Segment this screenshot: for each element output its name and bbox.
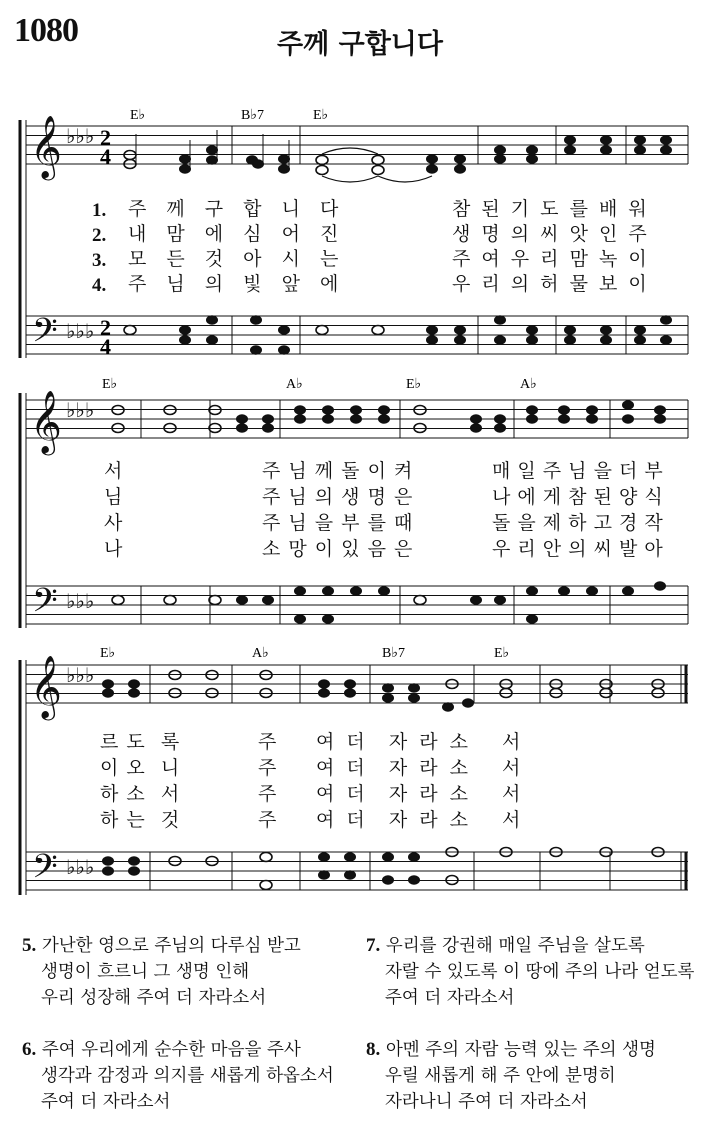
key-signature-icon: ♭♭♭ [66,855,95,879]
lyric-line: 주 [258,809,277,831]
time-signature-top: 2 [100,125,111,150]
chord-symbol: A♭ [252,646,269,661]
lyric-line: 서 [502,809,521,831]
hymn-number: 1080 [14,12,78,49]
lyric-line: 님 [104,486,123,508]
verse-text: 주여 더 자라소서 [41,1092,171,1112]
hymn-title: 주께 구합니다 [277,29,443,60]
key-signature-icon: ♭♭♭ [66,398,95,422]
lyric-line: 서 [104,460,123,482]
verse-text: 주여 더 자라소서 [385,988,515,1008]
lyric-line: 주 [258,757,277,779]
verse-number: 2. [92,225,107,246]
bass-clef-icon: 𝄢 [32,848,58,894]
chord-symbol: E♭ [313,108,329,123]
lyric-line: 우 리 의 허 물 보 이 [452,273,647,295]
lyric-line: 나 [104,538,123,560]
lyric-line: 소 망 이 있 음 은 [262,538,413,560]
lyric-line: 주 님 의 빛 앞 에 [128,273,339,295]
treble-clef-icon: 𝄞 [30,390,62,453]
chord-symbol: B♭7 [241,108,264,123]
lyric-line: 하 는 것 [100,809,180,831]
lyric-line: 여 더 자 라 소 [316,809,468,831]
chord-symbol: E♭ [494,646,510,661]
lyric-line: 주 님 을 부 를 때 [262,512,413,534]
verse-number: 8. [366,1039,381,1060]
lyric-line: 주 [258,783,277,805]
staff-bass-1 [26,316,688,354]
lyric-line: 매 일 주 님 을 더 부 [492,460,663,482]
verse-text: 생각과 감정과 의지를 새롭게 하옵소서 [41,1066,334,1086]
treble-clef-icon: 𝄞 [30,655,62,718]
verse-text: 가난한 영으로 주님의 다루심 받고 [41,936,301,956]
lyric-line: 나 에 게 참 된 양 식 [492,486,663,508]
chord-symbol: A♭ [286,377,303,392]
treble-clef-icon: 𝄞 [30,115,62,178]
lyric-line: 서 [502,731,521,753]
chord-symbol: E♭ [102,377,118,392]
lyric-line: 사 [104,512,123,534]
chord-symbol: E♭ [406,377,422,392]
verse-text: 아멘 주의 자람 능력 있는 주의 생명 [385,1040,656,1060]
lyric-line: 주 [258,731,277,753]
lyric-line: 우 리 안 의 씨 발 아 [492,538,663,560]
notes-system-1 [124,130,672,182]
verse-5 [22,933,301,1011]
chord-symbol: A♭ [520,377,537,392]
lyric-line: 모 든 것 아 시 는 [128,248,339,270]
verse-8 [366,1037,656,1115]
verse-text: 우릴 새롭게 해 주 안에 분명히 [385,1066,616,1086]
lyric-line: 여 더 자 라 소 [316,757,468,779]
key-signature-icon: ♭♭♭ [66,589,95,613]
lyric-line: 이 오 니 [100,757,180,779]
verse-text: 자랄 수 있도록 이 땅에 주의 나라 얻도록 [385,962,695,982]
lyric-line: 여 더 자 라 소 [316,731,468,753]
verse-text: 우리 성장해 주여 더 자라소서 [41,988,267,1008]
lyric-line: 내 맘 에 심 어 진 [128,223,339,245]
lyric-line: 참 된 기 도 를 배 워 [452,198,647,220]
verse-number: 5. [22,935,37,956]
lyric-line: 주 님 의 생 명 은 [262,486,413,508]
verse-text: 자라나니 주여 더 자라소서 [385,1092,588,1112]
verse-number: 3. [92,250,107,271]
verse-text: 우리를 강권해 매일 주님을 살도록 [385,936,645,956]
verse-text: 생명이 흐르니 그 생명 인해 [41,962,250,982]
chord-symbol: B♭7 [382,646,405,661]
lyric-line: 서 [502,757,521,779]
lyric-line: 하 소 서 [100,783,180,805]
lyric-line: 주 께 구 합 니 다 [128,198,339,220]
bass-clef-icon: 𝄢 [32,582,58,628]
key-signature-icon: ♭♭♭ [66,663,95,687]
time-signature-bottom: 4 [100,334,111,359]
verse-number: 7. [366,935,381,956]
lyric-line: 르 도 록 [100,731,180,753]
lyric-line: 주 님 께 돌 이 켜 [262,460,413,482]
verse-number: 6. [22,1039,37,1060]
bass-clef-icon: 𝄢 [32,312,58,358]
key-signature-icon: ♭♭♭ [66,319,95,343]
verse-number: 1. [92,200,107,221]
chord-symbol: E♭ [100,646,116,661]
time-signature-bottom: 4 [100,144,111,169]
verse-text: 주여 우리에게 순수한 마음을 주사 [41,1040,301,1060]
lyric-line: 서 [502,783,521,805]
lyric-line: 돌 을 제 하 고 경 작 [492,512,663,534]
time-signature-top: 2 [100,315,111,340]
chord-symbol: E♭ [130,108,146,123]
lyric-line: 주 여 우 리 맘 녹 이 [452,248,647,270]
lyric-line: 생 명 의 씨 앗 인 주 [452,223,647,245]
lyric-line: 여 더 자 라 소 [316,783,468,805]
verse-7 [366,933,694,1011]
verse-6 [22,1037,334,1115]
key-signature-icon: ♭♭♭ [66,124,95,148]
verse-number: 4. [92,275,107,296]
